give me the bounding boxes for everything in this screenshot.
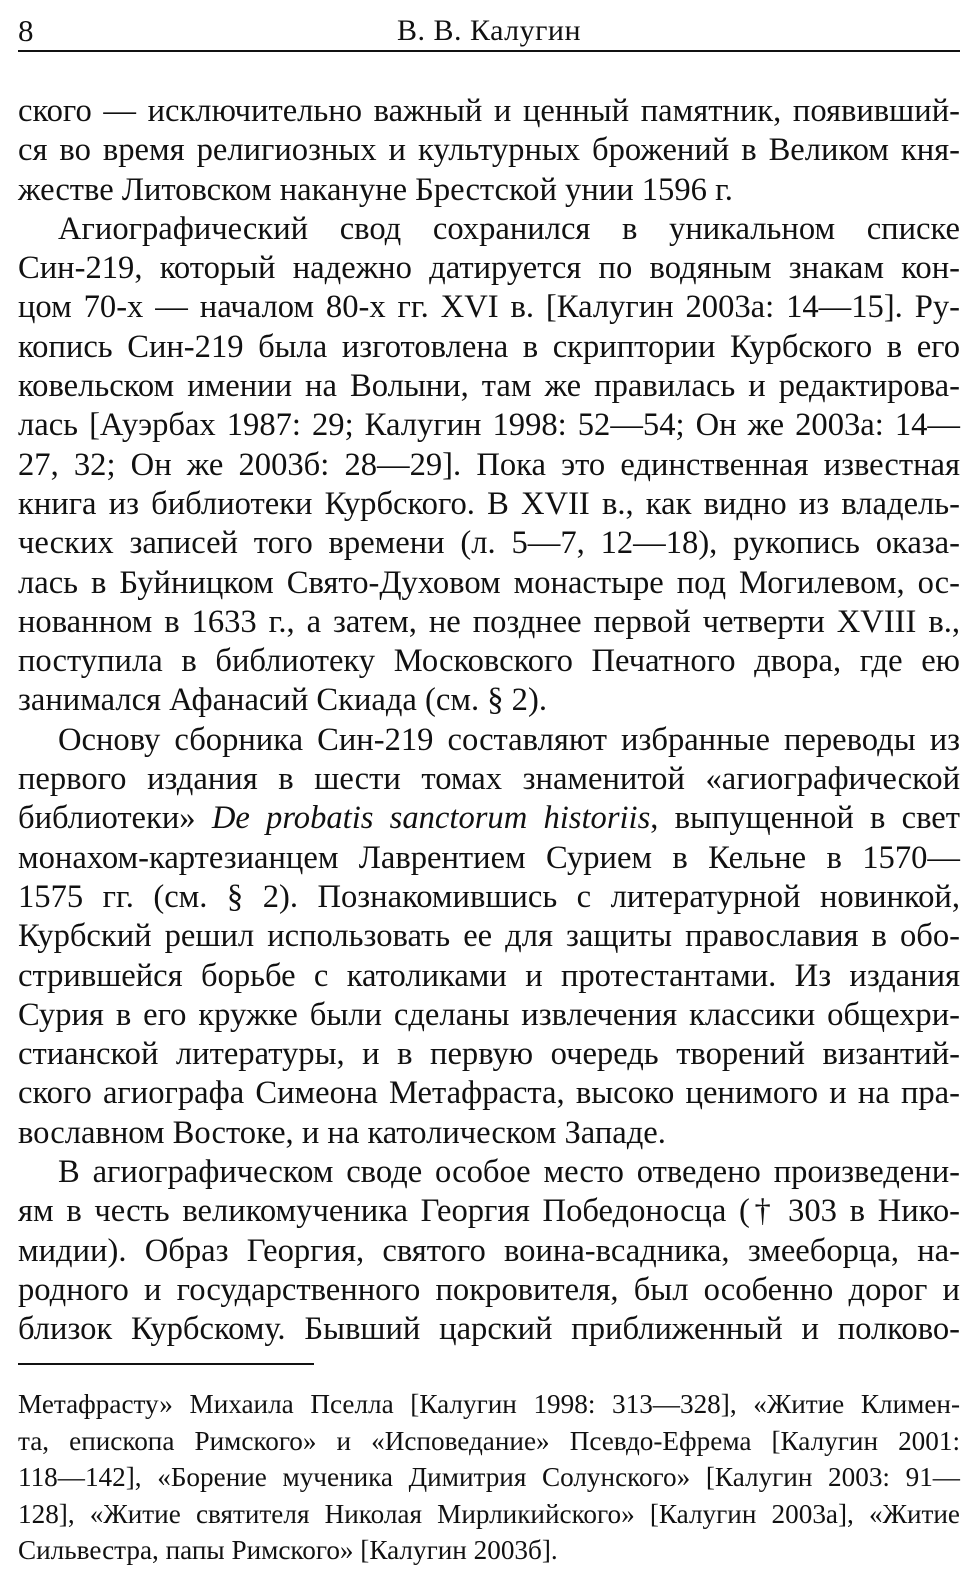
footnote xyxy=(18,1386,960,1569)
text-line: родного и государственного покровителя, был особенно дорог и xyxy=(18,1271,960,1308)
text-line: книга из библиотеки Курбского. В XVII в., как видно из владель- xyxy=(18,485,960,522)
text-line: жестве Литовском накануне Брестской унии 1596 г. xyxy=(18,171,733,208)
text-line: 1575 гг. (см. § 2). Познакомившись с литературной новинкой, xyxy=(18,878,960,915)
text-line: лась в Буйницком Свято-Духовом монастыре под Могилевом, ос- xyxy=(18,564,960,601)
book-page xyxy=(18,0,960,1580)
footnote-line: 128], «Житие святителя Николая Мирликийского» [Калугин 2003а], «Житие xyxy=(18,1498,960,1529)
footnote-line: та, епископа Римского» и «Исповедание» Псевдо-Ефрема [Калугин 2001: xyxy=(18,1425,960,1456)
text-line: ского агиографа Симеона Метафраста, высоко ценимого и на пра- xyxy=(18,1075,960,1112)
paragraph-2 xyxy=(18,210,960,721)
text-line: монахом-картезианцем Лаврентием Сурием в Кельне в 1570— xyxy=(18,839,960,876)
paragraph-1 xyxy=(18,92,960,210)
main-text xyxy=(18,92,960,1350)
text-line: цом 70-х — началом 80-х гг. XVI в. [Калугин 2003а: 14—15]. Ру- xyxy=(18,289,960,326)
paragraph-4 xyxy=(18,1153,960,1349)
text-line: Сурия в его кружке были сделаны извлечения классики общехри- xyxy=(18,996,960,1033)
text-line: ческих записей того времени (л. 5—7, 12—18), рукопись оказа- xyxy=(18,525,960,562)
footnote-line: Метафрасту» Михаила Пселла [Калугин 1998: 313—328], «Житие Климен- xyxy=(18,1389,960,1419)
paragraph-3 xyxy=(18,721,960,1153)
running-header xyxy=(18,10,960,52)
text-line: 27, 32; Он же 2003б: 28—29]. Пока это единственная известная xyxy=(18,446,960,483)
footnote-divider xyxy=(18,1363,314,1365)
text-line: близок Курбскому. Бывший царский приближенный и полково- xyxy=(18,1311,960,1348)
text-line: ям в честь великомученика Георгия Победоносца († 303 в Нико- xyxy=(18,1193,960,1230)
text-line: поступила в библиотеку Московского Печатного двора, где ею xyxy=(18,643,960,680)
text-line: стрившейся борьбе с католиками и протестантами. Из издания xyxy=(18,957,960,994)
running-title: В. В. Калугин xyxy=(396,14,582,47)
text-fragment: , выпущенной в свет xyxy=(650,800,960,837)
text-line: В агиографическом своде особое место отведено произведени- xyxy=(58,1154,960,1191)
text-line: Курбский решил использовать ее для защиты православия в обо- xyxy=(18,918,960,955)
footnote-line: 118—142], «Борение мученика Димитрия Солунского» [Калугин 2003: 91— xyxy=(18,1462,960,1492)
text-line-with-italic xyxy=(18,799,960,838)
text-line: ся во время религиозных и культурных брожений в Великом кня- xyxy=(18,132,960,169)
text-line: занимался Афанасий Скиада (см. § 2). xyxy=(18,682,547,719)
text-line: Син-219, который надежно датируется по водяным знакам кон- xyxy=(18,250,960,287)
page-number: 8 xyxy=(18,13,34,48)
text-line: первого издания в шести томах знаменитой «агиографической xyxy=(18,761,960,798)
footnote-line: Сильвестра, папы Римского» [Калугин 2003б]. xyxy=(18,1535,558,1565)
text-line: Агиографический свод сохранился в уникальном списке xyxy=(58,210,960,247)
text-line: Основу сборника Син-219 составляют избранные переводы из xyxy=(58,721,960,758)
text-line: вославном Востоке, и на католическом Западе. xyxy=(18,1114,666,1151)
text-line: ковельском имении на Волыни, там же правилась и редактирова- xyxy=(18,368,960,405)
text-line: нованном в 1633 г., а затем, не позднее первой четверти XVIII в., xyxy=(18,603,960,640)
text-line: копись Син-219 была изготовлена в скриптории Курбского в его xyxy=(18,328,960,365)
text-line: лась [Ауэрбах 1987: 29; Калугин 1998: 52—54; Он же 2003а: 14— xyxy=(18,407,960,444)
italic-latin-title: De probatis sanctorum historiis xyxy=(211,800,651,837)
text-line: мидии). Образ Георгия, святого воина-всадника, змееборца, на- xyxy=(18,1232,960,1269)
text-line: стианской литературы, и в первую очередь творений византий- xyxy=(18,1036,960,1073)
text-fragment: библиотеки» xyxy=(18,800,212,837)
text-line: ского — исключительно важный и ценный памятник, появивший- xyxy=(18,93,960,129)
